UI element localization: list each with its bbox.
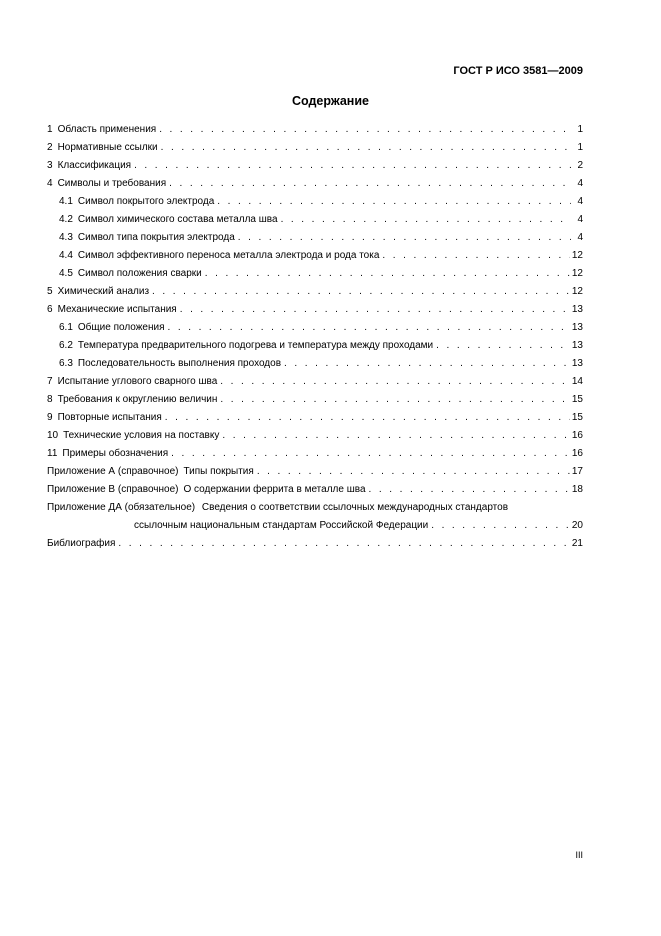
toc-entry-bibliography[interactable] — [47, 535, 583, 553]
toc-entry-page: 4 — [577, 232, 583, 243]
toc-entry[interactable] — [47, 211, 583, 229]
document-standard-header: ГОСТ Р ИСО 3581—2009 — [453, 65, 583, 77]
toc-entry-text: Область применения — [57, 124, 157, 135]
toc-entry-page: 13 — [571, 340, 583, 351]
toc-entry-text: Повторные испытания — [57, 412, 162, 423]
toc-entry-page: 1 — [577, 142, 583, 153]
toc-entry-number: 6 — [47, 304, 53, 315]
toc-entry-number: Приложение ДА (обязательное) — [47, 502, 196, 513]
toc-entry-label — [47, 481, 366, 499]
toc-entry-page: 14 — [571, 376, 583, 387]
leader-dots — [217, 193, 571, 211]
toc-entry-text: Требования к округлению величин — [57, 394, 218, 405]
toc-entry-number: Приложение В (справочное) — [47, 484, 179, 495]
toc-entry-page: 4 — [577, 196, 583, 207]
toc-entry[interactable] — [47, 247, 583, 265]
toc-entry-page: 2 — [577, 160, 583, 171]
toc-entry-text: Типы покрытия — [183, 466, 254, 477]
toc-entry-number: 4.5 — [59, 268, 73, 279]
toc-entry-page: 17 — [571, 466, 583, 477]
toc-entry-number: 2 — [47, 142, 53, 153]
toc-entry-label — [59, 319, 165, 337]
toc-entry-number: 1 — [47, 124, 53, 135]
toc-entry-text: Классификация — [57, 160, 132, 171]
toc-entry-text: Нормативные ссылки — [57, 142, 158, 153]
toc-entry-page: 18 — [571, 484, 583, 495]
toc-entry-label — [59, 193, 214, 211]
toc-entry[interactable] — [47, 481, 583, 499]
toc-entry[interactable] — [47, 301, 583, 319]
toc-entry[interactable] — [47, 139, 583, 157]
leader-dots — [220, 373, 570, 391]
toc-entry-text: Символ положения сварки — [77, 268, 202, 279]
toc-entry-page: 4 — [577, 178, 583, 189]
toc-entry-text: Температура предварительного подогрева и температура между проходами — [77, 340, 434, 351]
toc-entry-number: 8 — [47, 394, 53, 405]
toc-entry-label — [47, 391, 217, 409]
toc-entry-label — [47, 427, 219, 445]
toc-entry-page: 12 — [571, 286, 583, 297]
toc-entry-label — [47, 373, 217, 391]
toc-entry-text: Символ эффективного переноса металла электрода и рода тока — [77, 250, 380, 261]
toc-entry-text: Символ покрытого электрода — [77, 196, 215, 207]
toc-entry-label — [59, 247, 379, 265]
toc-entry[interactable] — [47, 373, 583, 391]
toc-entry-label — [59, 211, 278, 229]
toc-entry-page: 16 — [571, 448, 583, 459]
toc-entry-page: 1 — [577, 124, 583, 135]
toc-entry-label — [59, 265, 202, 283]
toc-entry[interactable] — [47, 229, 583, 247]
toc-entry-label: Библиография — [47, 538, 116, 549]
toc-entry-number: 6.1 — [59, 322, 73, 333]
toc-entry-label — [47, 409, 162, 427]
leader-dots — [161, 139, 571, 157]
toc-entry-number: 5 — [47, 286, 53, 297]
toc-entry-number: Приложение А (справочное) — [47, 466, 179, 477]
toc-entry-text: Механические испытания — [57, 304, 177, 315]
toc-entry-number: 4.4 — [59, 250, 73, 261]
leader-dots — [159, 121, 571, 139]
toc-entry-label — [47, 445, 168, 463]
toc-entry-label — [47, 121, 156, 139]
toc-entry-page: 13 — [571, 358, 583, 369]
leader-dots — [222, 427, 570, 445]
toc-entry-page: 4 — [577, 214, 583, 225]
toc-entry[interactable] — [47, 445, 583, 463]
leader-dots — [257, 463, 570, 481]
toc-entry[interactable] — [47, 463, 583, 481]
table-of-contents — [47, 121, 583, 553]
toc-entry-number: 7 — [47, 376, 53, 387]
toc-entry-number: 6.2 — [59, 340, 73, 351]
toc-entry[interactable] — [47, 265, 583, 283]
toc-entry[interactable] — [47, 283, 583, 301]
toc-entry-number: 4.2 — [59, 214, 73, 225]
leader-dots — [165, 409, 570, 427]
toc-entry-page: 16 — [571, 430, 583, 441]
toc-entry-page: 12 — [571, 250, 583, 261]
toc-entry-text: Символы и требования — [57, 178, 167, 189]
toc-entry-label — [47, 157, 131, 175]
toc-entry[interactable] — [47, 337, 583, 355]
toc-entry-text: Символ химического состава металла шва — [77, 214, 278, 225]
toc-entry-text: Испытание углового сварного шва — [57, 376, 218, 387]
toc-entry-label — [47, 301, 177, 319]
toc-entry-page: 13 — [571, 322, 583, 333]
leader-dots — [284, 355, 570, 373]
toc-entry[interactable] — [47, 319, 583, 337]
leader-dots — [369, 481, 570, 499]
toc-entry-label — [47, 175, 166, 193]
toc-entry[interactable] — [47, 355, 583, 373]
toc-entry-page: 21 — [571, 538, 583, 549]
leader-dots — [168, 319, 570, 337]
toc-entry-number: 4.3 — [59, 232, 73, 243]
toc-entry-page: 15 — [571, 412, 583, 423]
toc-entry-text: Общие положения — [77, 322, 165, 333]
toc-entry[interactable] — [47, 409, 583, 427]
page-title: Содержание — [291, 94, 369, 108]
toc-entry-number: 4 — [47, 178, 53, 189]
toc-entry-label — [47, 139, 158, 157]
leader-dots — [134, 157, 571, 175]
toc-entry-page: 20 — [571, 520, 583, 531]
leader-dots — [205, 265, 570, 283]
toc-entry[interactable] — [47, 193, 583, 211]
toc-entry-page: 15 — [571, 394, 583, 405]
leader-dots — [180, 301, 570, 319]
toc-entry-text: Примеры обозначения — [62, 448, 169, 459]
toc-entry-text: Последовательность выполнения проходов — [77, 358, 282, 369]
toc-entry-page: 13 — [571, 304, 583, 315]
toc-entry[interactable] — [47, 157, 583, 175]
toc-entry-label — [59, 337, 433, 355]
toc-entry-text: Символ типа покрытия электрода — [77, 232, 235, 243]
toc-entry-text: Технические условия на поставку — [63, 430, 220, 441]
toc-entry-appendix-da[interactable] — [47, 499, 583, 535]
toc-entry[interactable] — [47, 391, 583, 409]
toc-entry-label — [59, 229, 235, 247]
toc-entry-text: Химический анализ — [57, 286, 150, 297]
leader-dots — [382, 247, 569, 265]
toc-entry-label — [47, 463, 254, 481]
toc-entry-text: О содержании феррита в металле шва — [183, 484, 366, 495]
leader-dots — [220, 391, 569, 409]
leader-dots — [169, 175, 571, 193]
page-number: III — [575, 850, 583, 860]
leader-dots — [238, 229, 571, 247]
toc-rows — [47, 121, 583, 499]
toc-entry-label-line1: Сведения о соответствии ссылочных международных стандартов — [201, 502, 509, 513]
toc-entry-number: 6.3 — [59, 358, 73, 369]
toc-entry-number: 9 — [47, 412, 53, 423]
toc-entry-label — [59, 355, 281, 373]
leader-dots — [118, 535, 569, 553]
toc-entry-label — [47, 283, 149, 301]
toc-entry-number: 3 — [47, 160, 53, 171]
toc-entry[interactable] — [47, 121, 583, 139]
toc-entry[interactable] — [47, 175, 583, 193]
toc-entry-label-line2: ссылочным национальным стандартам Российской Федерации — [134, 520, 429, 531]
toc-entry[interactable] — [47, 427, 583, 445]
toc-entry-number: 4.1 — [59, 196, 73, 207]
leader-dots — [171, 445, 570, 463]
leader-dots — [436, 337, 570, 355]
leader-dots — [152, 283, 570, 301]
toc-entry-page: 12 — [571, 268, 583, 279]
leader-dots — [431, 517, 570, 535]
toc-entry-number: 11 — [47, 448, 58, 459]
leader-dots — [281, 211, 571, 229]
toc-entry-number: 10 — [47, 430, 59, 441]
